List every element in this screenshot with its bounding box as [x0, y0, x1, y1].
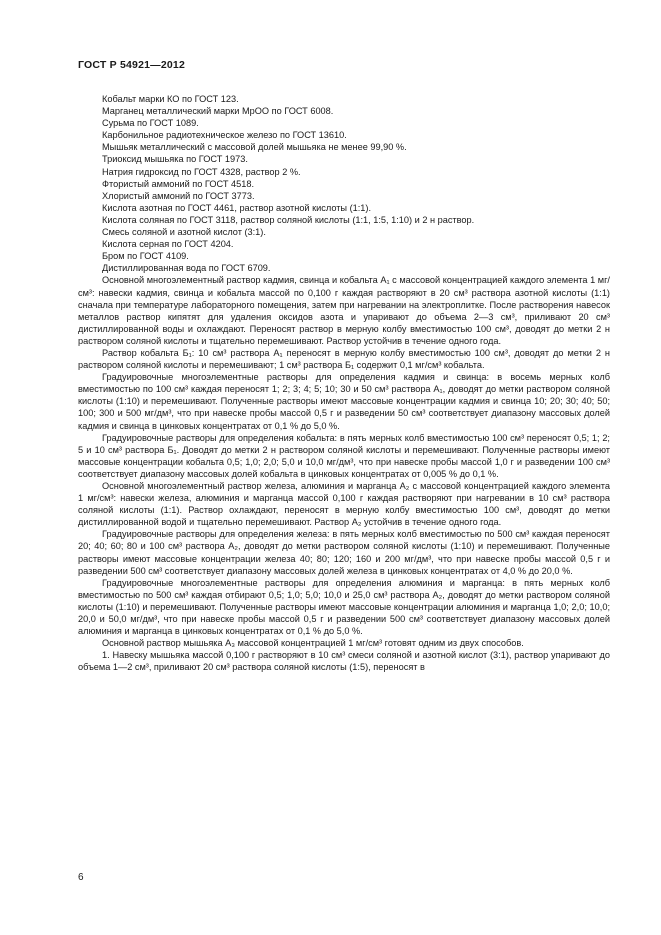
- paragraph-arsenic-solution-a3: Основной раствор мышьяка А₃ массовой концентрацией 1 мг/см³ готовят одним из двух способов.: [102, 638, 524, 649]
- paragraph-calibration-cadmium-lead: Градуировочные многоэлементные растворы для определения кадмия и свинца: в восемь мерных колб вместимостью по 100 см³ каждая переносят 1; 2; 3; 4; 5; 10; 30 и 50 см³ раствора А₁, доводят до метки раствором соляной кислоты (1:10) и перемешивают. Полученные растворы имеют массовые концентрации кадмия и свинца 10; 20; 30; 40; 50; 100; 300 и 500 мг/дм³, что при навеске пробы массой 0,5 г и разведении 50 см³ соответствует диапазону массовых долей кадмия и свинца в цинковых концентратах от 0,1 % до 5,0 %.: [78, 372, 610, 431]
- reagent-item: Фтористый аммоний по ГОСТ 4518.: [102, 178, 255, 189]
- document-header: ГОСТ Р 54921—2012: [78, 59, 186, 71]
- paragraph-calibration-iron: Градуировочные растворы для определения железа: в пять мерных колб вместимостью по 500 см³ каждая переносят 20; 40; 60; 80 и 100 см³ раствора А₂, доводят до метки раствором соляной кислоты (1:10) и перемешивают. Полученные растворы имеют массовые концентрации железа 40; 80; 120; 160 и 200 мг/дм³, что при навеске пробы массой 0,5 г и разведении 500 см³ соответствует диапазону массовых долей железа в цинковых концентратах от 4,0 % до 20,0 %.: [78, 529, 610, 576]
- reagent-item: Мышьяк металлический с массовой долей мышьяка не менее 99,90 %.: [102, 142, 407, 153]
- reagent-item: Сурьма по ГОСТ 1089.: [102, 118, 199, 129]
- paragraph-cobalt-solution-b1: Раствор кобальта Б₁: 10 см³ раствора А₁ переносят в мерную колбу вместимостью 100 см³, доводят до метки 2 н раствором соляной кислоты и перемешивают; 1 см³ раствора Б₁ содержит 0,1 мг/см³ кобальта.: [78, 347, 610, 371]
- reagent-list: [78, 93, 610, 274]
- reagent-item: Марганец металлический марки МрОО по ГОСТ 6008.: [102, 106, 334, 117]
- reagent-item: Хлористый аммоний по ГОСТ 3773.: [102, 190, 255, 201]
- paragraph-calibration-aluminium-manganese: Градуировочные многоэлементные растворы для определения алюминия и марганца: в пять мерных колб вместимостью по 500 см³ каждая отбирают 0,5; 1,0; 5,0; 10,0 и 25,0 см³ раствора А₂, доводят до метки раствором соляной кислоты (1:10) и перемешивают. Полученные растворы имеют массовые концентрации алюминия и марганца 1,0; 2,0; 10,0; 20,0 и 50,0 мг/дм³, что при навеске пробы массой 0,5 г и разведении 500 см³ соответствует диапазону массовых долей алюминия и марганца в цинковых концентратах от 0,1 % до 5,0 %.: [78, 577, 610, 637]
- reagent-item: Триоксид мышьяка по ГОСТ 1973.: [102, 154, 248, 165]
- document-body: [78, 93, 610, 674]
- reagent-item: Кобальт марки КО по ГОСТ 123.: [102, 94, 239, 104]
- page-number: 6: [78, 872, 84, 883]
- reagent-item: Кислота азотная по ГОСТ 4461, раствор азотной кислоты (1:1).: [102, 202, 372, 213]
- reagent-item: Кислота соляная по ГОСТ 3118, раствор соляной кислоты (1:1, 1:5, 1:10) и 2 н раствор.: [102, 214, 475, 225]
- paragraph-arsenic-method-1: 1. Навеску мышьяка массой 0,100 г растворяют в 10 см³ смеси соляной и азотной кислот (3:1), раствор упаривают до объема 1—2 см³, приливают 20 см³ раствора соляной кислоты (1:5), переносят в: [78, 650, 610, 673]
- paragraph-stock-solution-a1: Основной многоэлементный раствор кадмия, свинца и кобальта А₁ с массовой концентрацией каждого элемента 1 мг/см³: навески кадмия, свинца и кобальта массой по 0,100 г каждая растворяют в 20 см³ раствора азотной кислоты (1:1) сначала при температуре лабораторного помещения, затем при нагревании на электроплитке. После растворения навесок металлов раствор кипятят для удаления оксидов азота и упаривают до объема 2—3 см³, приливают 20 см³ дистиллированной воды и охлаждают. Переносят раствор в мерную колбу вместимостью 100 см³, доводят до метки 2 н раствором соляной кислоты и тщательно перемешивают. Раствор устойчив в течение одного года.: [78, 275, 610, 346]
- reagent-item: Карбонильное радиотехническое железо по ГОСТ 13610.: [102, 130, 347, 141]
- reagent-item: Натрия гидроксид по ГОСТ 4328, раствор 2 %.: [102, 166, 301, 177]
- reagent-item: Смесь соляной и азотной кислот (3:1).: [102, 227, 266, 238]
- reagent-item: Бром по ГОСТ 4109.: [102, 251, 189, 262]
- paragraph-calibration-cobalt: Градуировочные растворы для определения кобальта: в пять мерных колб вместимостью 100 см³ переносят 0,5; 1; 2; 5 и 10 см³ раствора Б₁. Доводят до метки 2 н раствором соляной кислоты и перемешивают. Полученные растворы имеют массовые концентрации кобальта 0,5; 1,0; 2,0; 5,0 и 10,0 мг/дм³, что при навеске пробы массой 1,0 г и разведении 100 см³ соответствует диапазону массовых долей кобальта в цинковых концентратах от 0,005 % до 0,1 %.: [78, 432, 610, 479]
- reagent-item: Дистиллированная вода по ГОСТ 6709.: [102, 263, 271, 274]
- reagent-item: Кислота серная по ГОСТ 4204.: [102, 239, 234, 250]
- paragraph-stock-solution-a2: Основной многоэлементный раствор железа, алюминия и марганца А₂ с массовой концентрацией каждого элемента 1 мг/см³: навески железа, алюминия и марганца массой 0,100 г каждая растворяют при нагревании в 10 см³ раствора соляной кислоты (1:1). Раствор охлаждают, переносят в мерную колбу вместимостью 100 см³, доводят до метки дистиллированной водой и тщательно перемешивают. Раствор А₂ устойчив в течение одного года.: [78, 481, 610, 528]
